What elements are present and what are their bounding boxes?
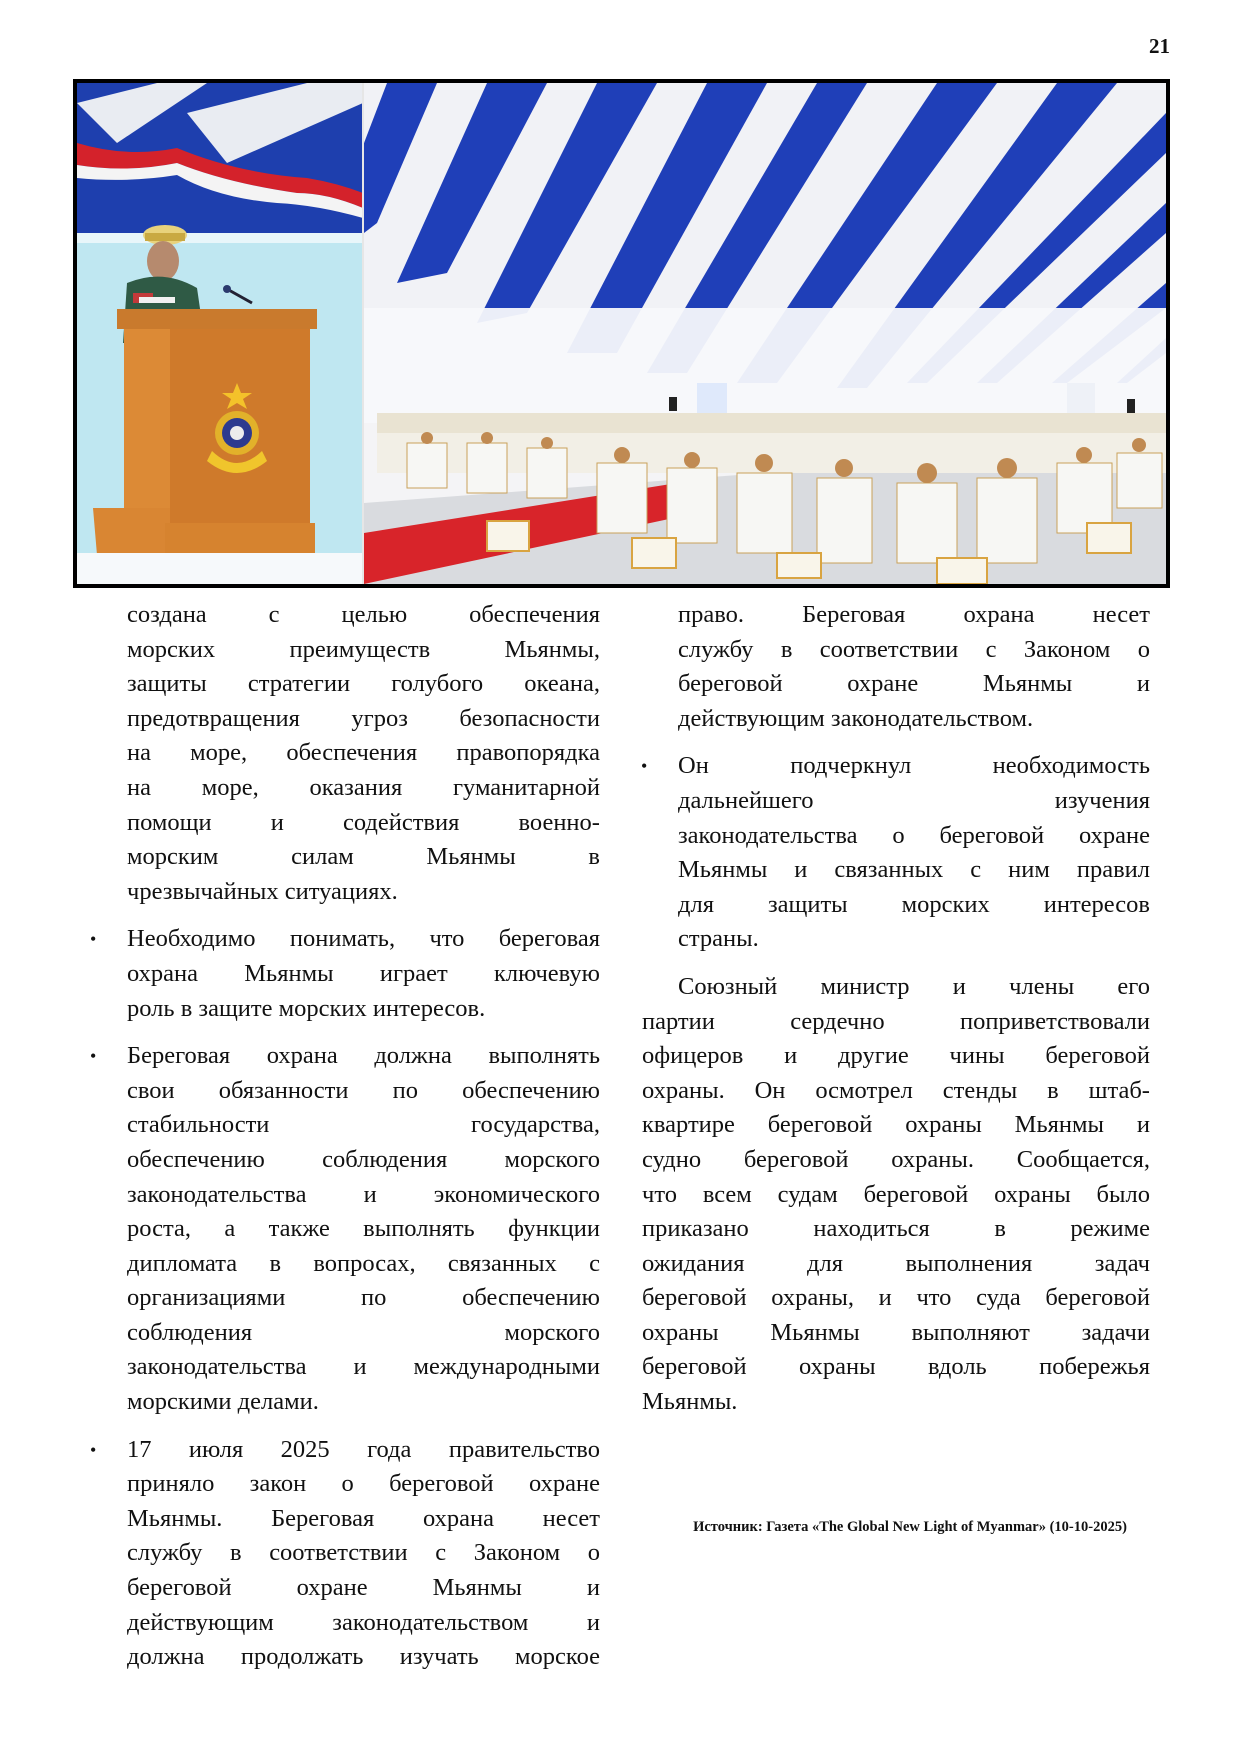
continued-bullet-text xyxy=(639,598,1150,736)
text-line: ожидания для выполнения задач xyxy=(642,1249,1150,1277)
text-line: приказано находиться в режиме xyxy=(642,1215,1150,1243)
text-line: береговой охране Мьянмы и xyxy=(678,670,1150,698)
text-line: на море, оказания гуманитарной xyxy=(127,773,600,801)
body-paragraph xyxy=(642,970,1150,1420)
text-line: помощи и содействия военно- xyxy=(127,808,600,836)
text-line: охраны. Он осмотрел стенды в штаб- xyxy=(642,1076,1150,1104)
right-column xyxy=(639,598,1150,1433)
text-line: Мьянмы. Береговая охрана несет xyxy=(127,1504,600,1532)
bullet-icon: • xyxy=(90,929,97,950)
text-line: дипломата в вопросах, связанных с xyxy=(127,1249,600,1277)
text-line: судно береговой охраны. Сообщается, xyxy=(642,1145,1150,1173)
text-line: службу в соответствии с Законом о xyxy=(678,635,1150,663)
text-line: чрезвычайных ситуациях. xyxy=(127,877,398,905)
continued-bullet-text xyxy=(88,598,600,909)
text-line: страны. xyxy=(678,925,759,953)
text-line: охрана Мьянмы играет ключевую xyxy=(127,959,600,987)
bullet-item xyxy=(639,749,1150,957)
article-photo xyxy=(73,79,1170,588)
text-line: Необходимо понимать, что береговая xyxy=(127,925,600,953)
text-line: охраны Мьянмы выполняют задачи xyxy=(642,1318,1150,1346)
text-line: должна продолжать изучать морское xyxy=(127,1643,600,1671)
podium xyxy=(93,309,317,563)
text-line: службу в соответствии с Законом о xyxy=(127,1539,600,1567)
text-line: что всем судам береговой охраны было xyxy=(642,1180,1150,1208)
left-column xyxy=(88,598,600,1688)
text-line: береговой охраны вдоль побережья xyxy=(642,1353,1150,1381)
text-line: для защиты морских интересов xyxy=(678,890,1150,918)
source-citation: Источник: Газета «The Global New Light of Myanmar» (10-10-2025) xyxy=(693,1519,1127,1535)
text-line: Береговая охрана должна выполнять xyxy=(127,1042,600,1070)
page-number: 21 xyxy=(1149,34,1170,58)
bullet-icon: • xyxy=(641,756,648,777)
bullet-icon: • xyxy=(90,1439,97,1460)
text-line: защиты стратегии голубого океана, xyxy=(127,670,600,698)
text-line: морским силам Мьянмы в xyxy=(127,843,600,871)
text-line: соблюдения морского xyxy=(127,1318,600,1346)
text-line: стабильности государства, xyxy=(127,1111,600,1139)
text-line: морских преимуществ Мьянмы, xyxy=(127,635,600,663)
text-line: создана с целью обеспечения xyxy=(127,601,600,628)
text-line: роста, а также выполнять функции xyxy=(127,1215,600,1243)
text-line: законодательства и экономического xyxy=(127,1180,600,1208)
text-line: береговой охраны, и что суда береговой xyxy=(642,1284,1150,1312)
bullet-item xyxy=(88,1433,600,1675)
text-line: береговой охране Мьянмы и xyxy=(127,1574,600,1602)
text-line: право. Береговая охрана несет xyxy=(678,601,1150,628)
text-line: морскими делами. xyxy=(127,1388,319,1416)
text-line: роль в защите морских интересов. xyxy=(127,994,486,1022)
bullet-icon: • xyxy=(90,1046,97,1067)
text-line: Мьянмы. xyxy=(642,1388,738,1416)
speaker-photo xyxy=(77,83,363,584)
text-line: Он подчеркнул необходимость xyxy=(678,752,1150,780)
text-line: офицеров и другие чины береговой xyxy=(642,1042,1150,1070)
text-line: партии сердечно поприветствовали xyxy=(642,1007,1150,1035)
text-line: на море, обеспечения правопорядка xyxy=(127,739,600,767)
text-line: обеспечению соблюдения морского xyxy=(127,1145,600,1173)
text-line: действующим законодательством и xyxy=(127,1608,600,1636)
text-line: законодательства о береговой охране xyxy=(678,821,1150,849)
bullet-item xyxy=(88,922,600,1026)
text-line: действующим законодательством. xyxy=(678,704,1034,732)
text-line: дальнейшего изучения xyxy=(678,786,1150,814)
text-line: Мьянмы и связанных с ним правил xyxy=(678,856,1150,884)
text-line: квартире береговой охраны Мьянмы и xyxy=(642,1111,1150,1139)
text-line: приняло закон о береговой охране xyxy=(127,1470,600,1498)
bullet-item xyxy=(88,1039,600,1420)
text-line: Союзный министр и члены его xyxy=(678,972,1150,1000)
text-line: законодательства и международными xyxy=(127,1353,600,1381)
audience-photo xyxy=(364,83,1166,584)
text-line: 17 июля 2025 года правительство xyxy=(127,1435,600,1463)
text-line: предотвращения угроз безопасности xyxy=(127,704,600,732)
text-line: организациями по обеспечению xyxy=(127,1284,600,1312)
text-line: свои обязанности по обеспечению xyxy=(127,1076,600,1104)
